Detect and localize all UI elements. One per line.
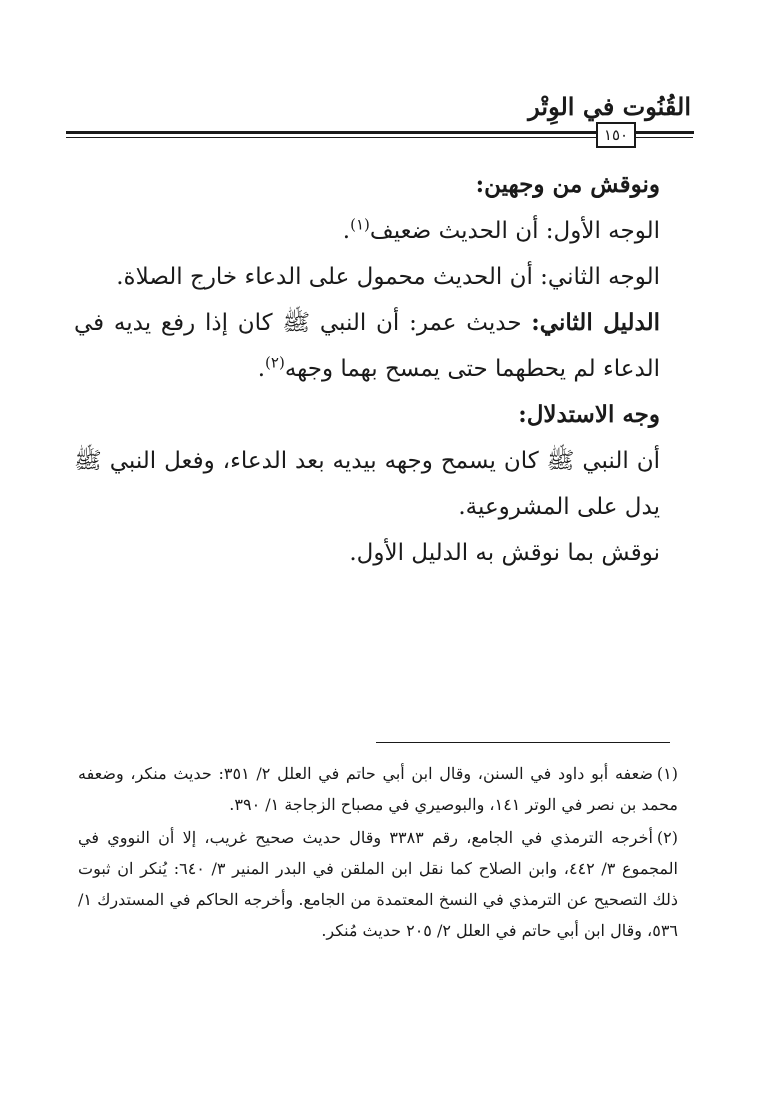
- footnote-1-text: ضعفه أبو داود في السنن، وقال ابن أبي حاتم في العلل ٢/ ٣٥١: حديث منكر، وضعفه محمد بن نصر في الوتر ١٤١، والبوصيري في مصباح الزجاجة ١/ ٣٩٠.: [78, 764, 678, 814]
- footnote-ref-1: (١): [350, 215, 370, 234]
- footnote-ref-2: (٢): [265, 353, 285, 372]
- page-number-side-rule: [634, 131, 694, 134]
- main-text: [74, 162, 682, 576]
- footnote-1-number: (١): [656, 764, 679, 783]
- first-aspect-end: .: [342, 218, 351, 244]
- second-evidence-text: حديث عمر: أن النبي ﷺ كان إذا رفع يديه في الدعاء لم يحطهما حتى يمسح بهما وجهه: [74, 310, 660, 382]
- footnote-divider: [376, 742, 670, 743]
- footnotes: [78, 758, 678, 948]
- running-title: القُنُوت في الوِتْر: [528, 92, 691, 121]
- paragraph-inference-heading: وجه الاستدلال:: [518, 401, 660, 428]
- paragraph-inference: أن النبي ﷺ كان يسمح وجهه بيديه بعد الدعاء، وفعل النبي ﷺ يدل على المشروعية.: [74, 448, 660, 520]
- page-number: ١٥٠: [596, 122, 636, 148]
- paragraph-second-aspect: الوجه الثاني: أن الحديث محمول على الدعاء خارج الصلاة.: [116, 264, 660, 290]
- first-aspect-text: الوجه الأول: أن الحديث ضعيف: [369, 218, 660, 244]
- footnote-2-text: أخرجه الترمذي في الجامع، رقم ٣٣٨٣ وقال حديث صحيح غريب، إلا أن النووي في المجموع ٣/ ٤٤٢، وابن الصلاح كما نقل ابن الملقن في البدر المنير ٣/ ٦٤٠: يُنكر ان ثبوت ذلك التصحيح عن الترمذي في النسخ المعتمدة من الجامع. وأخرجه الحاكم في المستدرك ١/ ٥٣٦، وقال ابن أبي حاتم في العلل ٢/ ٢٠٥ حديث مُنكر.: [78, 828, 678, 940]
- paragraph-second-evidence: [74, 300, 682, 392]
- paragraph-discussion-intro: ونوقش من وجهين:: [475, 171, 660, 198]
- paragraph-first-aspect: [74, 208, 682, 254]
- footnote-2: [78, 822, 678, 946]
- footnote-2-number: (٢): [656, 828, 678, 847]
- paragraph-rebuttal: نوقش بما نوقش به الدليل الأول.: [349, 540, 660, 566]
- footnote-1: [78, 758, 678, 820]
- second-evidence-end: .: [257, 356, 266, 382]
- second-evidence-heading: الدليل الثاني:: [531, 309, 660, 336]
